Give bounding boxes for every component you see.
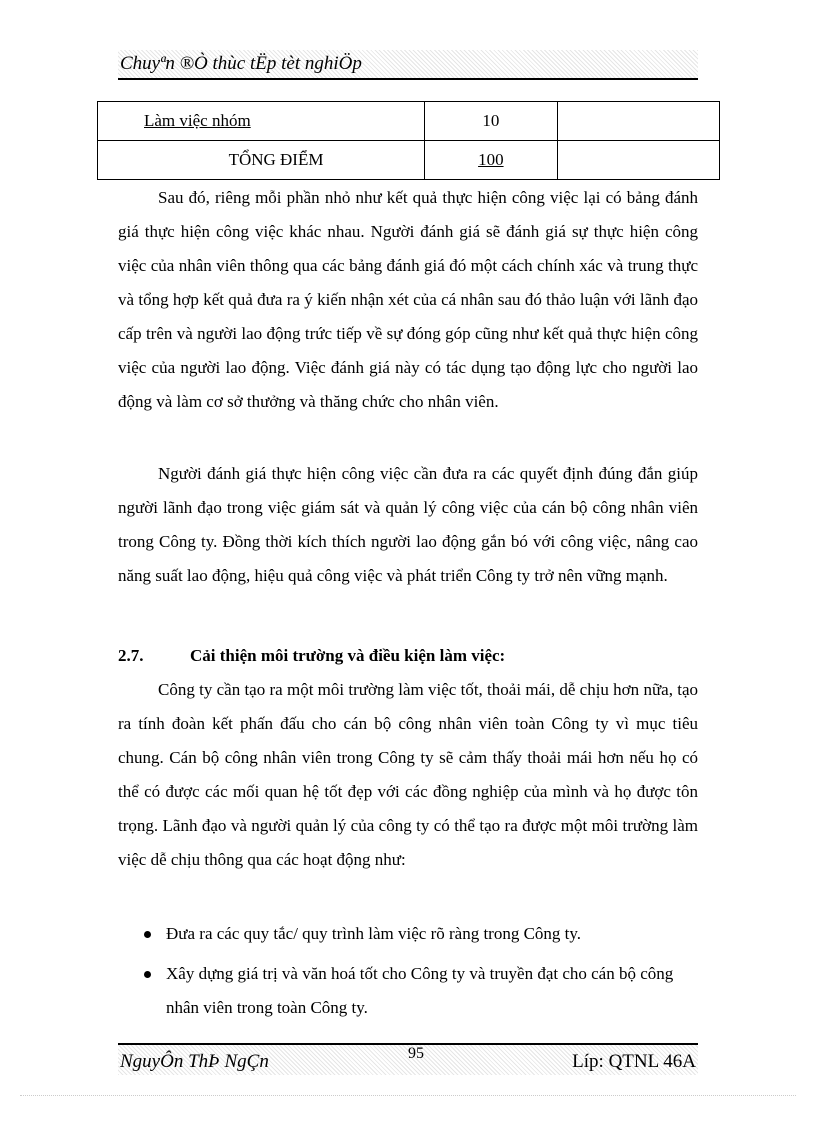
page-header [118, 50, 698, 80]
score-table [97, 101, 720, 180]
section-heading [118, 639, 698, 673]
total-label-cell: TỔNG ĐIỂM [228, 150, 324, 169]
bullet-icon [144, 971, 151, 978]
list-item-text: Xây dựng giá trị và văn hoá tốt cho Công ty và truyền đạt cho cán bộ công nhân viên trong toàn Công ty. [166, 964, 674, 1017]
header-title: Chuyªn ®Ò thùc tËp tèt nghiÖp [120, 53, 362, 74]
page-divider [20, 1095, 796, 1096]
footer-author: NguyÔn ThÞ NgÇn [120, 1051, 269, 1072]
paragraph-2: Người đánh giá thực hiện công việc cần đưa ra các quyết định đúng đắn giúp người lãnh đạo trong việc giám sát và quản lý công việc của cán bộ công nhân viên trong Công ty. Đồng thời kích thích người lao động gắn bó với công việc, nâng cao năng suất lao động, hiệu quả công việc và phát triển Công ty trở nên vững mạnh. [118, 464, 698, 585]
footer-class: Líp: QTNL 46A [572, 1051, 696, 1072]
section-number: 2.7. [118, 646, 144, 665]
bullet-icon [144, 931, 151, 938]
list-item [118, 917, 698, 951]
list-item [118, 957, 698, 1025]
page-footer [118, 1043, 698, 1075]
note-cell [557, 102, 719, 141]
paragraph-1: Sau đó, riêng mỗi phần nhỏ như kết quả thực hiện công việc lại có bảng đánh giá thực hiện công việc khác nhau. Người đánh giá sẽ đánh giá sự thực hiện công việc của nhân viên thông qua các bảng đánh giá đó một cách chính xác và trung thực và tổng hợp kết quả đưa ra ý kiến nhận xét của cá nhân sau đó thảo luận với lãnh đạo cấp trên và người lao động trức tiếp về sự đóng góp cũng như kết quả thực hiện công việc của người lao động. Việc đánh giá này có tác dụng tạo động lực cho người lao động và làm cơ sở thưởng và thăng chức cho nhân viên. [118, 188, 698, 411]
total-note-cell [557, 141, 719, 180]
criterion-cell: Làm việc nhóm [144, 111, 251, 130]
table-row-total [98, 141, 720, 180]
score-cell: 10 [482, 111, 500, 130]
bullet-list [118, 917, 698, 1031]
table-row [98, 102, 720, 141]
total-score-cell: 100 [478, 150, 504, 169]
section-paragraph: Công ty cần tạo ra một môi trường làm việc tốt, thoải mái, dễ chịu hơn nữa, tạo ra tính đoàn kết phấn đấu cho cán bộ công nhân viên toàn Công ty vì mục tiêu chung. Cán bộ công nhân viên trong Công ty sẽ cảm thấy thoải mái hơn nếu họ có thể có được các mối quan hệ tốt đẹp với các đồng nghiệp của mình và họ được tôn trọng. Lãnh đạo và người quản lý của công ty có thể tạo ra được một môi trường làm việc dễ chịu thông qua các hoạt động như: [118, 680, 698, 869]
section-title: Cải thiện môi trường và điều kiện làm việc: [190, 646, 506, 665]
page-number: 95 [408, 1045, 424, 1062]
list-item-text: Đưa ra các quy tắc/ quy trình làm việc rõ ràng trong Công ty. [166, 924, 582, 943]
